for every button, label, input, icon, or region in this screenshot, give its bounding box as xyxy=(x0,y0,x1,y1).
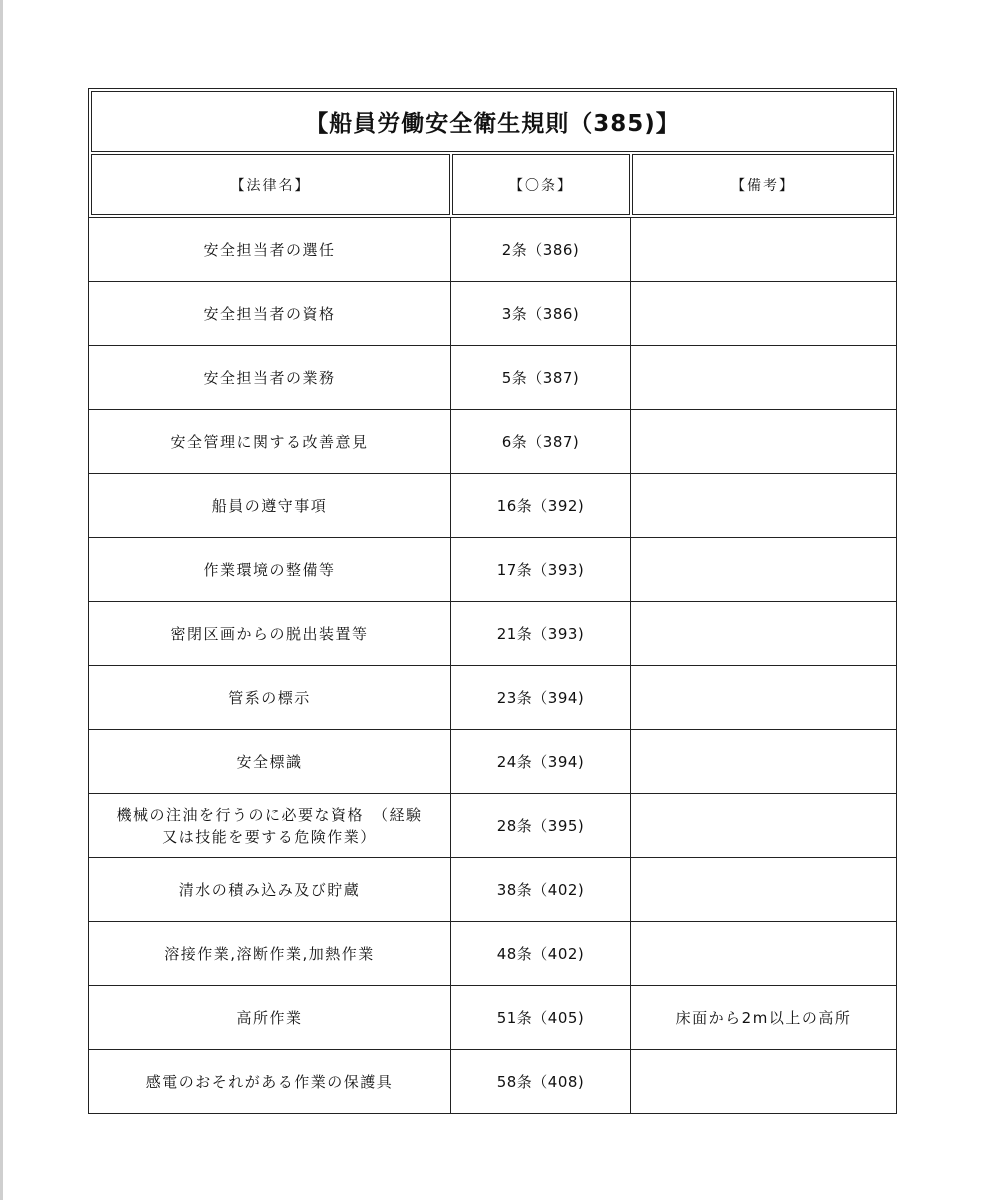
remarks-cell xyxy=(631,602,896,665)
table-row xyxy=(89,858,896,922)
remarks-cell xyxy=(631,282,896,345)
law-name-cell: 船員の遵守事項 xyxy=(89,474,451,537)
law-name-cell: 清水の積み込み及び貯蔵 xyxy=(89,858,451,921)
remarks-cell xyxy=(631,1050,896,1113)
table-row xyxy=(89,474,896,538)
table-row xyxy=(89,1050,896,1114)
table-row xyxy=(89,218,896,282)
law-name-cell: 溶接作業,溶断作業,加熱作業 xyxy=(89,922,451,985)
law-name-cell: 感電のおそれがある作業の保護具 xyxy=(89,1050,451,1113)
table-body xyxy=(88,218,897,1114)
article-cell: 23条（394) xyxy=(451,666,631,729)
law-name-cell: 安全担当者の業務 xyxy=(89,346,451,409)
law-name-multiline xyxy=(116,804,422,848)
law-name-line-2: 又は技能を要する危険作業） xyxy=(162,827,377,846)
table-row xyxy=(89,282,896,346)
table-row xyxy=(89,538,896,602)
header-remarks: 【備考】 xyxy=(632,154,894,215)
article-cell: 24条（394) xyxy=(451,730,631,793)
article-cell: 21条（393) xyxy=(451,602,631,665)
remarks-cell: 床面から2m以上の高所 xyxy=(675,1008,852,1027)
law-name-cell: 高所作業 xyxy=(89,986,451,1049)
table-title-box xyxy=(88,88,897,155)
remarks-cell xyxy=(631,922,896,985)
remarks-cell xyxy=(631,858,896,921)
article-cell: 6条（387) xyxy=(451,410,631,473)
header-article: 【〇条】 xyxy=(452,154,630,215)
law-name-cell: 管系の標示 xyxy=(89,666,451,729)
law-name-cell: 作業環境の整備等 xyxy=(89,538,451,601)
table-row xyxy=(89,410,896,474)
table-row xyxy=(89,666,896,730)
article-cell: 48条（402) xyxy=(451,922,631,985)
table-row xyxy=(89,346,896,410)
table-title: 【船員労働安全衛生規則（385)】 xyxy=(91,91,894,152)
article-cell: 58条（408) xyxy=(451,1050,631,1113)
law-name-cell xyxy=(89,794,451,857)
law-name-cell: 安全担当者の選任 xyxy=(89,218,451,281)
table-row xyxy=(89,922,896,986)
article-cell: 51条（405) xyxy=(451,986,631,1049)
article-cell: 3条（386) xyxy=(451,282,631,345)
article-cell: 5条（387) xyxy=(451,346,631,409)
law-name-cell: 安全標識 xyxy=(89,730,451,793)
remarks-cell xyxy=(631,218,896,281)
table-header-row xyxy=(88,152,897,218)
article-cell: 17条（393) xyxy=(451,538,631,601)
table-row xyxy=(89,986,896,1050)
law-name-cell: 密閉区画からの脱出装置等 xyxy=(89,602,451,665)
table-row xyxy=(89,730,896,794)
law-name-cell: 安全管理に関する改善意見 xyxy=(89,410,451,473)
header-law-name: 【法律名】 xyxy=(91,154,450,215)
remarks-cell xyxy=(631,730,896,793)
remarks-cell xyxy=(631,666,896,729)
remarks-cell xyxy=(631,794,896,857)
remarks-cell xyxy=(631,474,896,537)
article-cell: 2条（386) xyxy=(451,218,631,281)
remarks-cell xyxy=(631,410,896,473)
table-row xyxy=(89,602,896,666)
article-cell: 28条（395) xyxy=(451,794,631,857)
remarks-cell xyxy=(631,538,896,601)
law-name-line-1: 機械の注油を行うのに必要な資格 （経験 xyxy=(116,805,423,824)
table-row xyxy=(89,794,896,858)
article-cell: 38条（402) xyxy=(451,858,631,921)
remarks-cell xyxy=(631,346,896,409)
article-cell: 16条（392) xyxy=(451,474,631,537)
page-edge xyxy=(0,0,3,1200)
law-name-cell: 安全担当者の資格 xyxy=(89,282,451,345)
